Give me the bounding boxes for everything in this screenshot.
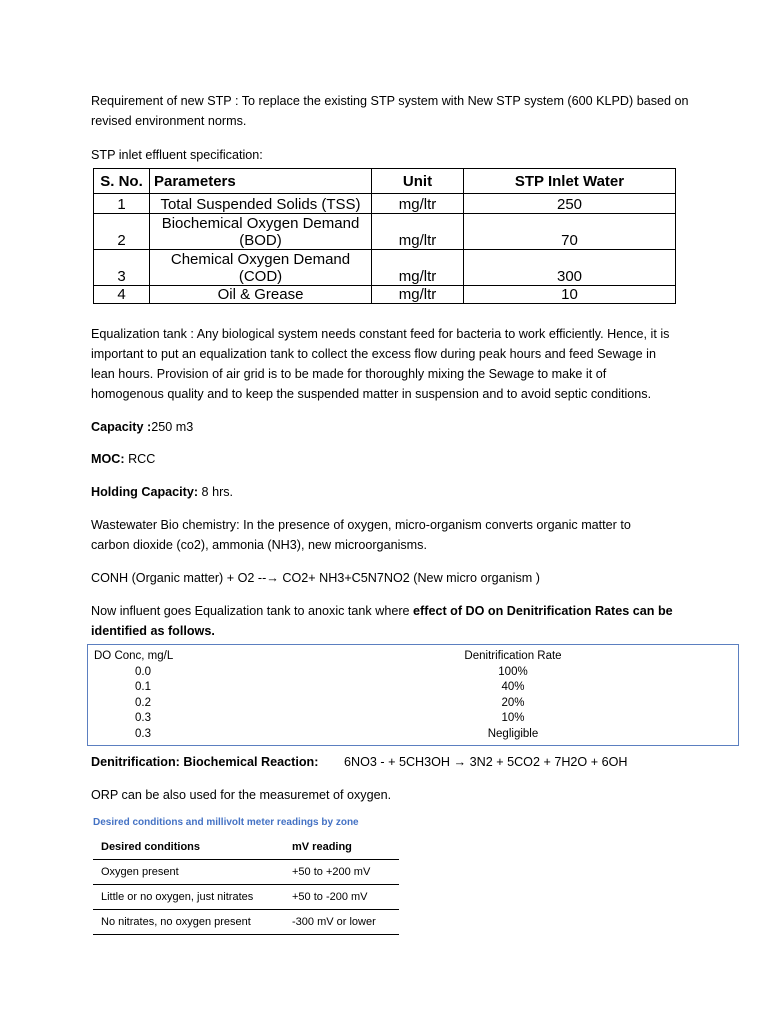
cell-parameter: Biochemical Oxygen Demand (BOD) — [150, 214, 372, 250]
cell-do-conc: 0.2 — [135, 696, 151, 709]
cell-do-conc: 0.3 — [135, 727, 151, 740]
moc-value: RCC — [124, 452, 156, 466]
organic-equation: CONH (Organic matter) + O2 --→ CO2+ NH3+C5N7NO2 (New micro organism ) — [91, 571, 540, 585]
cell-value: 10 — [464, 286, 676, 304]
cell-sno: 1 — [94, 194, 150, 214]
table-row — [88, 727, 738, 743]
denitrification-equation: 6NO3 - + 5CH3OH → 3N2 + 5CO2 + 7H2O + 6OH — [344, 755, 628, 769]
cell-unit: mg/ltr — [372, 286, 464, 304]
requirement-paragraph: Requirement of new STP : To replace the existing STP system with New STP system (600 KLPD) based on revised environment norms. — [91, 94, 689, 128]
capacity-value: 250 m3 — [151, 420, 194, 434]
denitrification-label: Denitrification: Biochemical Reaction: — [91, 755, 319, 769]
cell-value: 250 — [464, 194, 676, 214]
cell-do-conc: 0.3 — [135, 712, 151, 725]
spec-table — [93, 168, 676, 304]
cell-condition: No nitrates, no oxygen present — [93, 910, 284, 935]
table-row — [94, 286, 676, 304]
moc-line — [91, 449, 691, 469]
mv-table-caption: Desired conditions and millivolt meter readings by zone — [93, 817, 359, 828]
do-table-header — [88, 649, 738, 665]
table-row — [88, 711, 738, 727]
influent-prefix: Now influent goes Equalization tank to anoxic tank where — [91, 604, 414, 618]
cell-parameter: Total Suspended Solids (TSS) — [150, 194, 372, 214]
cell-sno: 3 — [94, 250, 150, 286]
denitrification-reaction — [91, 752, 628, 772]
cell-unit: mg/ltr — [372, 214, 464, 250]
header-inlet-water: STP Inlet Water — [464, 169, 676, 194]
do-table — [87, 644, 739, 746]
cell-value: 70 — [464, 214, 676, 250]
cell-rate: 40% — [501, 681, 525, 694]
cell-condition: Oxygen present — [93, 860, 284, 885]
cell-rate: 10% — [501, 712, 525, 725]
holding-value: 8 hrs. — [198, 485, 234, 499]
cell-sno: 4 — [94, 286, 150, 304]
spec-title: STP inlet effluent specification: — [91, 148, 263, 162]
cell-condition: Little or no oxygen, just nitrates — [93, 885, 284, 910]
orp-paragraph: ORP can be also used for the measuremet of oxygen. — [91, 788, 392, 802]
table-row — [94, 194, 676, 214]
cell-do-conc: 0.0 — [135, 665, 151, 678]
cell-parameter: Chemical Oxygen Demand (COD) — [150, 250, 372, 286]
header-parameters: Parameters — [150, 169, 372, 194]
header-desired-conditions: Desired conditions — [93, 835, 284, 860]
influent-bold: effect of DO on Denitrification Rates can be identified as follows. — [91, 604, 673, 638]
cell-unit: mg/ltr — [372, 194, 464, 214]
header-do-conc: DO Conc, mg/L — [94, 650, 174, 662]
holding-line — [91, 482, 691, 502]
table-row — [88, 680, 738, 696]
spec-table-header — [94, 169, 676, 194]
cell-unit: mg/ltr — [372, 250, 464, 286]
header-sno: S. No. — [94, 169, 150, 194]
cell-value: 300 — [464, 250, 676, 286]
cell-parameter: Oil & Grease — [150, 286, 372, 304]
cell-reading: +50 to +200 mV — [284, 860, 399, 885]
capacity-line — [91, 417, 691, 437]
holding-label: Holding Capacity: — [91, 485, 199, 499]
cell-reading: -300 mV or lower — [284, 910, 399, 935]
table-row — [93, 860, 399, 885]
cell-rate: Negligible — [487, 727, 539, 740]
table-row — [94, 250, 676, 286]
capacity-label: Capacity : — [91, 420, 152, 434]
header-mv-reading: mV reading — [284, 835, 399, 860]
cell-rate: 100% — [498, 665, 528, 678]
mv-table-header — [93, 835, 399, 860]
cell-reading: +50 to -200 mV — [284, 885, 399, 910]
table-row — [88, 665, 738, 681]
mv-table — [93, 835, 399, 935]
header-denitrification-rate: Denitrification Rate — [464, 650, 562, 662]
influent-paragraph — [91, 601, 681, 641]
table-row — [94, 214, 676, 250]
header-unit: Unit — [372, 169, 464, 194]
biochem-paragraph: Wastewater Bio chemistry: In the presence of oxygen, micro-organism converts organic matter to carbon dioxide (co2), ammonia (NH3), new microorganisms. — [91, 518, 631, 552]
moc-label: MOC: — [91, 452, 125, 466]
cell-rate: 20% — [501, 696, 525, 709]
cell-sno: 2 — [94, 214, 150, 250]
table-row — [93, 885, 399, 910]
table-row — [93, 910, 399, 935]
table-row — [88, 696, 738, 712]
equalization-paragraph: Equalization tank : Any biological system needs constant feed for bacteria to work efficiently. Hence, it is important to put an equalization tank to collect the excess flow during peak hours and feed Sewage in lean hours. Provision of air grid is to be made for thoroughly mixing the Sewage to make it of homogenous quality and to keep the suspended matter in suspension and to avoid septic conditions. — [91, 327, 670, 401]
cell-do-conc: 0.1 — [135, 681, 151, 694]
